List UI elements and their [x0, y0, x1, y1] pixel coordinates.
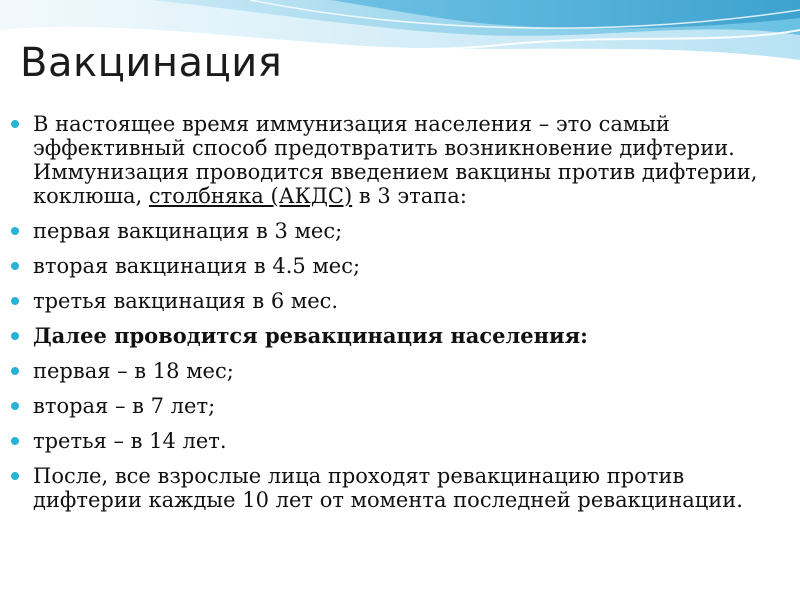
- list-item: [10, 289, 770, 313]
- bullet-icon: [11, 402, 19, 410]
- bullet-text: первая вакцинация в 3 мес;: [33, 219, 343, 243]
- bullet-list: [10, 112, 770, 523]
- list-item: [10, 394, 770, 418]
- list-item: [10, 112, 770, 208]
- bullet-text: первая – в 18 мес;: [33, 359, 234, 383]
- slide-title: Вакцинация: [20, 40, 283, 86]
- bullet-text: После, все взрослые лица проходят ревакцинацию против дифтерии каждые 10 лет от момента последней ревакцинации.: [33, 464, 743, 512]
- bullet-icon: [11, 437, 19, 445]
- list-item: [10, 429, 770, 453]
- bullet-text: В настоящее время иммунизация населения – это самый эффективный способ предотвратить возникновение дифтерии. Иммунизация проводится введением вакцины против дифтерии, коклюша,: [33, 112, 758, 208]
- bullet-text: Далее проводится ревакцинация населения:: [33, 323, 588, 348]
- bullet-icon: [11, 227, 19, 235]
- underlined-term: столбняка (АКДС): [148, 184, 353, 208]
- bullet-text: в 3 этапа:: [352, 184, 467, 208]
- list-item: [10, 324, 770, 348]
- list-item: [10, 219, 770, 243]
- list-item: [10, 359, 770, 383]
- bullet-text: третья вакцинация в 6 мес.: [33, 289, 339, 313]
- bullet-icon: [11, 367, 19, 375]
- bullet-icon: [11, 472, 19, 480]
- bullet-icon: [11, 297, 19, 305]
- list-item: [10, 464, 770, 512]
- bullet-text: вторая вакцинация в 4.5 мес;: [33, 254, 361, 278]
- bullet-text: третья – в 14 лет.: [33, 429, 227, 453]
- bullet-icon: [11, 120, 19, 128]
- bullet-icon: [11, 262, 19, 270]
- bullet-text: вторая – в 7 лет;: [33, 394, 216, 418]
- list-item: [10, 254, 770, 278]
- bullet-icon: [11, 332, 19, 340]
